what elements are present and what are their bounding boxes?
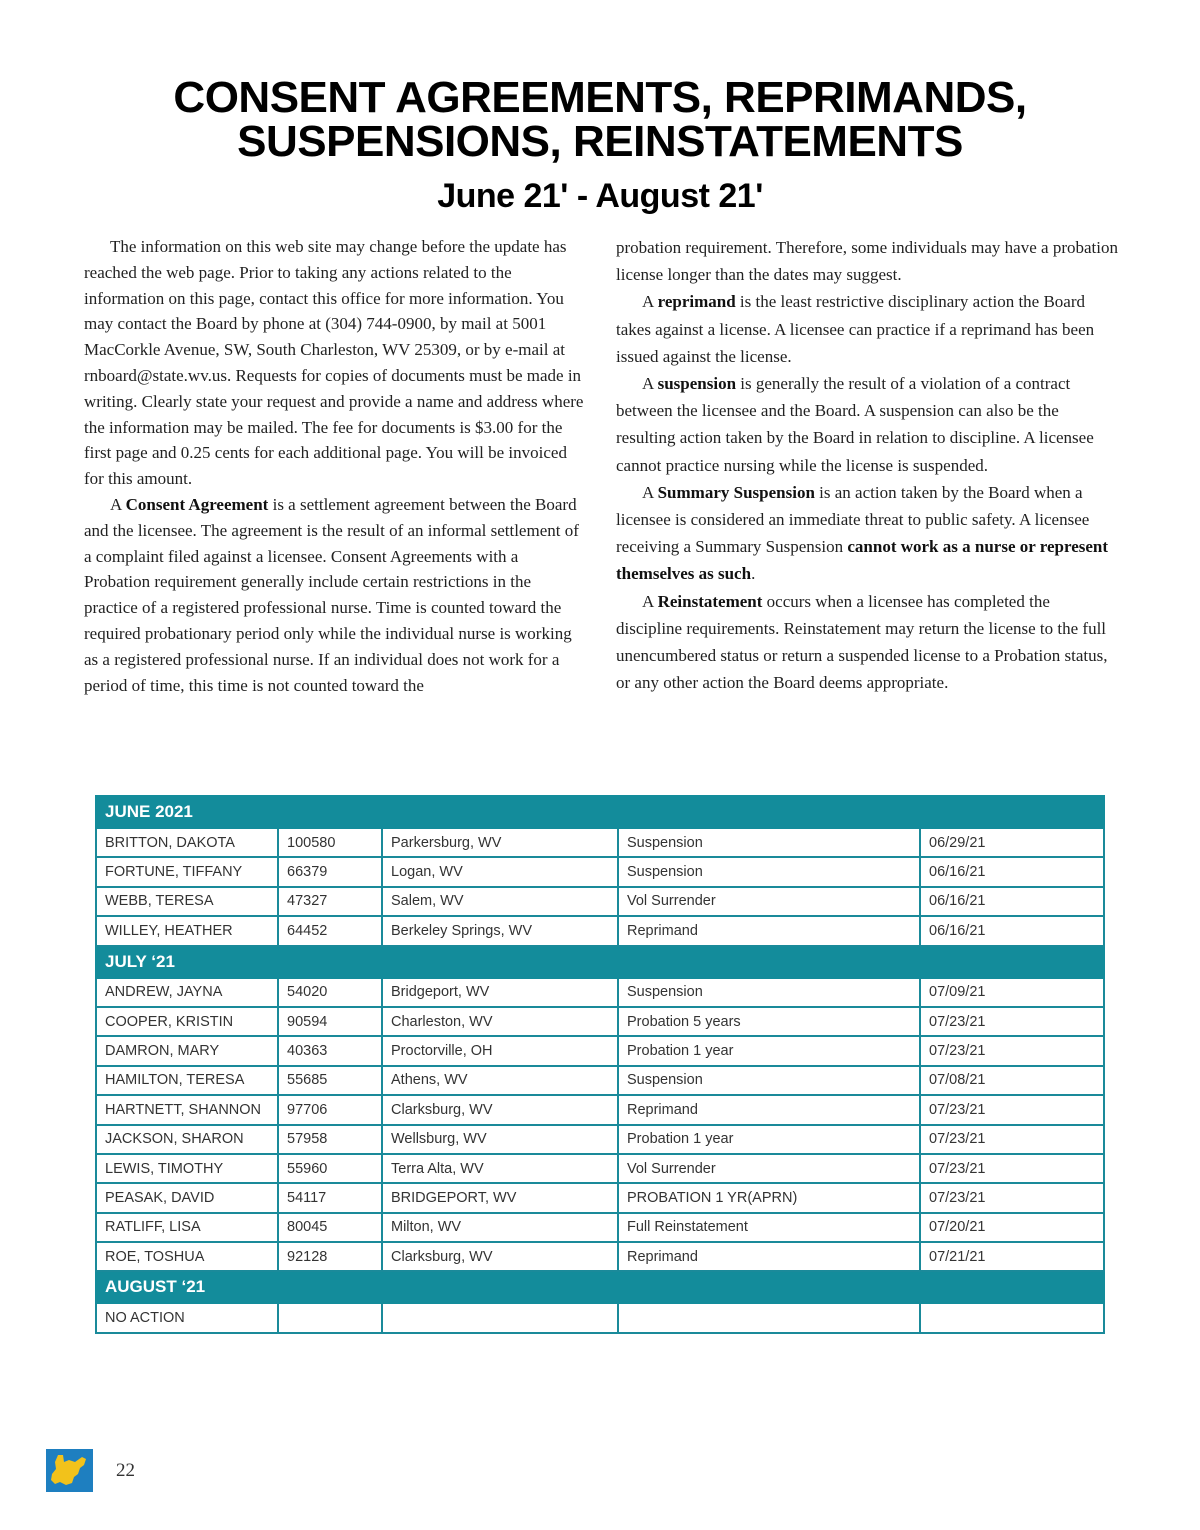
cell-action: Full Reinstatement	[618, 1213, 920, 1242]
table-row	[96, 887, 1104, 916]
right-text-column	[616, 234, 1118, 696]
cell-license: 47327	[278, 887, 382, 916]
cell-license: 90594	[278, 1007, 382, 1036]
table-row	[96, 1095, 1104, 1124]
table-row	[96, 1213, 1104, 1242]
term-summary-suspension: Summary Suspension	[657, 482, 815, 502]
table-row	[96, 1066, 1104, 1095]
text-run: A	[642, 591, 658, 611]
cell-action: Vol Surrender	[618, 887, 920, 916]
reinstatement-paragraph	[616, 588, 1118, 697]
term-reprimand: reprimand	[657, 292, 736, 312]
page-number: 22	[116, 1460, 135, 1481]
cell-license: 55685	[278, 1066, 382, 1095]
cell-action: Suspension	[618, 978, 920, 1007]
cell-name: WILLEY, HEATHER	[96, 916, 278, 945]
cell-date: 07/20/21	[920, 1213, 1104, 1242]
cell-date: 06/16/21	[920, 887, 1104, 916]
page-title	[0, 73, 1200, 166]
cell-name: LEWIS, TIMOTHY	[96, 1154, 278, 1183]
cell-license: 66379	[278, 857, 382, 886]
cell-action: Suspension	[618, 857, 920, 886]
cell-city: Milton, WV	[382, 1213, 618, 1242]
cell-date: 06/29/21	[920, 828, 1104, 857]
cell-license: 100580	[278, 828, 382, 857]
cell-date: 07/23/21	[920, 1036, 1104, 1065]
cell-date: 07/23/21	[920, 1007, 1104, 1036]
cell-date: 06/16/21	[920, 916, 1104, 945]
cell-name: NO ACTION	[96, 1303, 278, 1332]
summary-suspension-restriction: cannot work as a nurse or represent themselves as such	[616, 537, 1109, 584]
cell-action: Probation 1 year	[618, 1036, 920, 1065]
cell-license: 40363	[278, 1036, 382, 1065]
cell-city: Bridgeport, WV	[382, 978, 618, 1007]
cell-date: 07/21/21	[920, 1242, 1104, 1271]
month-label: AUGUST ‘21	[96, 1271, 1104, 1303]
actions-table-body	[96, 796, 1104, 1333]
text-run: A	[110, 494, 126, 514]
west-virginia-map-icon	[46, 1449, 93, 1492]
cell-name: ANDREW, JAYNA	[96, 978, 278, 1007]
table-row	[96, 828, 1104, 857]
cell-city: Parkersburg, WV	[382, 828, 618, 857]
cell-action: Probation 1 year	[618, 1125, 920, 1154]
cell-city: Athens, WV	[382, 1066, 618, 1095]
term-consent-agreement: Consent Agreement	[125, 494, 269, 514]
cell-license: 97706	[278, 1095, 382, 1124]
cell-name: PEASAK, DAVID	[96, 1183, 278, 1212]
cell-date: 07/08/21	[920, 1066, 1104, 1095]
cell-name: RATLIFF, LISA	[96, 1213, 278, 1242]
cell-action	[618, 1303, 920, 1332]
info-paragraph: The information on this web site may change before the update has reached the web page. Prior to taking any actions related to the information on this page, contact this office for more information. You may contact the Board by phone at (304) 744-0900, by mail at 5001 MacCorkle Avenue, SW, South Charleston, WV 25309, or by e-mail at rnboard@state.wv.us. Requests for copies of documents must be made in writing. Clearly state your request and provide a name and address where the information may be mailed. The fee for documents is $3.00 for the first page and 0.25 cents for each additional page. You will be invoiced for this amount.	[84, 237, 584, 489]
left-text-column	[84, 234, 584, 698]
cell-name: ROE, TOSHUA	[96, 1242, 278, 1271]
table-row	[96, 1183, 1104, 1212]
cell-name: WEBB, TERESA	[96, 887, 278, 916]
cell-date: 07/23/21	[920, 1154, 1104, 1183]
cell-city: Charleston, WV	[382, 1007, 618, 1036]
title-line-2: SUSPENSIONS, REINSTATEMENTS	[237, 117, 963, 166]
table-row	[96, 916, 1104, 945]
text-run: is an action taken by the Board when a licensee is considered an immediate threat to public safety. A licensee receiving a Summary Suspension	[616, 482, 1090, 557]
cell-city: Logan, WV	[382, 857, 618, 886]
month-header-row	[96, 1271, 1104, 1303]
cell-action: Reprimand	[618, 1095, 920, 1124]
text-run: is the least restrictive disciplinary action the Board takes against a license. A licensee can practice if a reprimand has been issued against the license.	[616, 292, 1095, 366]
month-header-row	[96, 946, 1104, 978]
text-run: .	[751, 564, 756, 584]
text-run: A	[642, 292, 658, 312]
table-row	[96, 1036, 1104, 1065]
cell-date: 07/23/21	[920, 1095, 1104, 1124]
cell-city: Terra Alta, WV	[382, 1154, 618, 1183]
table-row	[96, 1154, 1104, 1183]
month-header-row	[96, 796, 1104, 828]
month-label: JULY ‘21	[96, 946, 1104, 978]
summary-suspension-paragraph	[616, 479, 1118, 588]
cell-license: 80045	[278, 1213, 382, 1242]
cell-city: Clarksburg, WV	[382, 1242, 618, 1271]
cell-name: HARTNETT, SHANNON	[96, 1095, 278, 1124]
cell-action: Probation 5 years	[618, 1007, 920, 1036]
text-run: A	[642, 374, 658, 394]
cell-license: 54117	[278, 1183, 382, 1212]
cell-license	[278, 1303, 382, 1332]
cell-city: Wellsburg, WV	[382, 1125, 618, 1154]
text-run: is generally the result of a violation of a contract between the licensee and the Board. A suspension can also be the resulting action taken by the Board in relation to discipline. A licensee cannot practice nursing while the license is suspended.	[616, 374, 1094, 475]
actions-table-container	[95, 795, 1103, 1334]
cell-name: HAMILTON, TERESA	[96, 1066, 278, 1095]
cell-name: DAMRON, MARY	[96, 1036, 278, 1065]
probation-continuation-paragraph: probation requirement. Therefore, some individuals may have a probation license longer than the dates may suggest.	[616, 238, 1118, 285]
cell-name: COOPER, KRISTIN	[96, 1007, 278, 1036]
cell-license: 57958	[278, 1125, 382, 1154]
cell-license: 92128	[278, 1242, 382, 1271]
cell-action: Suspension	[618, 1066, 920, 1095]
table-row	[96, 978, 1104, 1007]
cell-name: FORTUNE, TIFFANY	[96, 857, 278, 886]
cell-action: Suspension	[618, 828, 920, 857]
consent-agreement-paragraph	[84, 492, 584, 698]
table-row	[96, 1242, 1104, 1271]
disciplinary-actions-table	[95, 795, 1105, 1334]
text-run: is a settlement agreement between the Board and the licensee. The agreement is the result of an informal settlement of a complaint filed against a licensee. Consent Agreements with a Probation requirement generally include certain restrictions in the practice of a registered professional nurse. Time is counted toward the required probationary period only while the individual nurse is working as a registered professional nurse. If an individual does not work for a period of time, this time is not counted toward the	[84, 494, 579, 695]
cell-license: 64452	[278, 916, 382, 945]
cell-name: JACKSON, SHARON	[96, 1125, 278, 1154]
table-row	[96, 1007, 1104, 1036]
cell-date: 07/23/21	[920, 1183, 1104, 1212]
cell-city: Berkeley Springs, WV	[382, 916, 618, 945]
cell-city: Clarksburg, WV	[382, 1095, 618, 1124]
text-run: A	[642, 482, 658, 502]
cell-city	[382, 1303, 618, 1332]
cell-action: Reprimand	[618, 916, 920, 945]
title-line-1: CONSENT AGREEMENTS, REPRIMANDS,	[173, 73, 1027, 122]
page-subtitle: June 21' - August 21'	[437, 177, 763, 215]
cell-city: Salem, WV	[382, 887, 618, 916]
reprimand-paragraph	[616, 288, 1118, 370]
table-row	[96, 1303, 1104, 1332]
suspension-paragraph	[616, 370, 1118, 479]
term-reinstatement: Reinstatement	[657, 591, 763, 611]
month-label: JUNE 2021	[96, 796, 1104, 828]
table-row	[96, 857, 1104, 886]
cell-license: 55960	[278, 1154, 382, 1183]
cell-action: Reprimand	[618, 1242, 920, 1271]
text-run: occurs when a licensee has completed the discipline requirements. Reinstatement may return the license to the full unencumbered status or return a suspended license to a Probation status, or any other action the Board deems appropriate.	[616, 591, 1108, 693]
cell-action: PROBATION 1 YR(APRN)	[618, 1183, 920, 1212]
cell-city: Proctorville, OH	[382, 1036, 618, 1065]
table-row	[96, 1125, 1104, 1154]
cell-license: 54020	[278, 978, 382, 1007]
cell-date: 07/09/21	[920, 978, 1104, 1007]
cell-name: BRITTON, DAKOTA	[96, 828, 278, 857]
cell-date: 07/23/21	[920, 1125, 1104, 1154]
cell-date	[920, 1303, 1104, 1332]
footer-logo	[46, 1449, 93, 1492]
cell-city: BRIDGEPORT, WV	[382, 1183, 618, 1212]
cell-action: Vol Surrender	[618, 1154, 920, 1183]
term-suspension: suspension	[657, 374, 737, 394]
cell-date: 06/16/21	[920, 857, 1104, 886]
